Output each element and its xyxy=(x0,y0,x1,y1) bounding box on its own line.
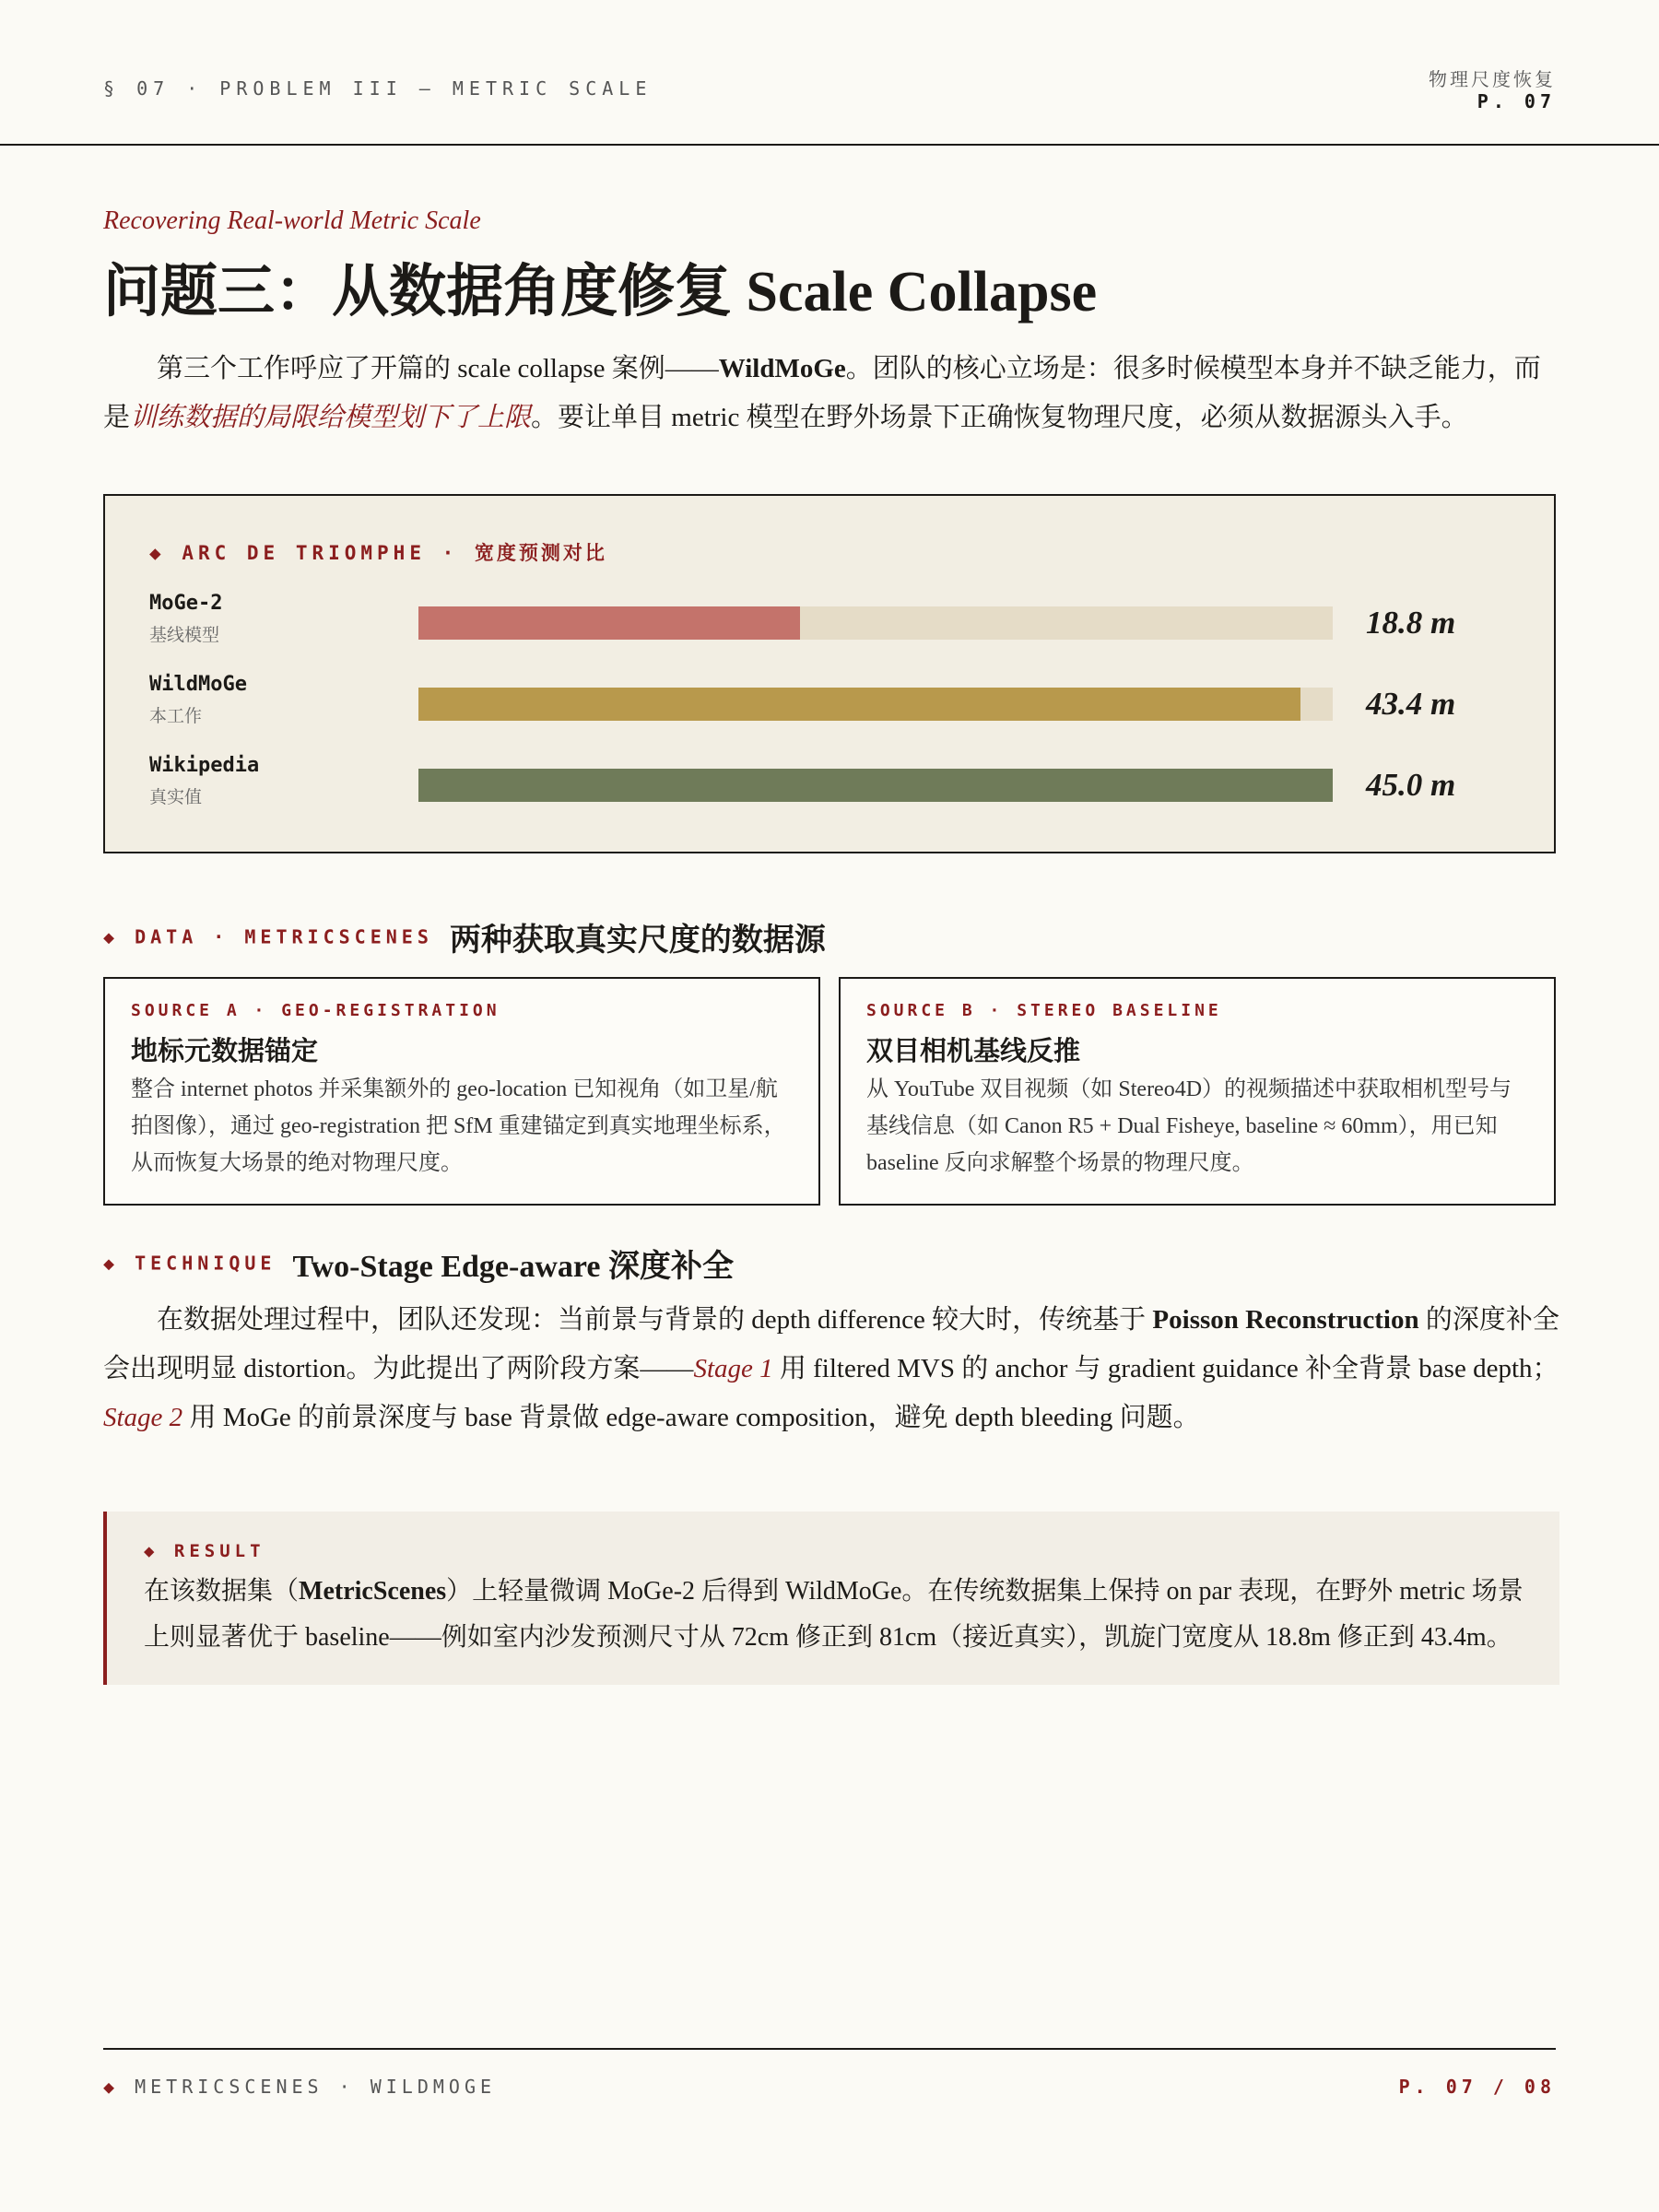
source-a-card xyxy=(103,977,820,1206)
comparison-label xyxy=(149,538,607,566)
bar-fill xyxy=(418,769,1333,802)
result-text-1: 在该数据集（ xyxy=(144,1577,300,1606)
comparison-card xyxy=(103,494,1556,853)
bar-sub: 本工作 xyxy=(149,706,203,726)
bar-track xyxy=(418,606,1333,640)
bar-value: 43.4 m xyxy=(1366,686,1456,722)
title-cn: 问题三：从数据角度修复 xyxy=(103,257,733,324)
bar-sub: 真实值 xyxy=(149,787,203,807)
technique-section-tag xyxy=(103,1253,276,1275)
bar-name: WildMoGe xyxy=(149,673,247,696)
diamond-icon: ◆ xyxy=(103,925,120,948)
page-header xyxy=(0,0,1659,146)
intro-text-1: 第三个工作呼应了开篇的 scale collapse 案例—— xyxy=(157,354,719,383)
technique-paragraph xyxy=(103,1296,1559,1442)
stage-1-label: Stage 1 xyxy=(693,1354,773,1383)
diamond-icon: ◆ xyxy=(103,1252,120,1275)
bar-name: MoGe-2 xyxy=(149,592,223,615)
comparison-label-cn: 宽度预测对比 xyxy=(474,542,607,564)
source-a-title: 地标元数据锚定 xyxy=(131,1035,319,1066)
bar-name: Wikipedia xyxy=(149,754,260,777)
result-text-2: ）上轻量微调 MoGe-2 后得到 WildMoGe。在传统数据集上保持 on par 表现，在野外 metric 场景上则显著优于 baseline——例如室内沙发预测尺寸从 72cm 修正到 81cm（接近真实），凯旋门宽度从 18.8m 修正到 43.4m。 xyxy=(144,1577,1524,1652)
technique-text-3: 用 filtered MVS 的 anchor 与 gradient guidance 补全背景 base depth； xyxy=(772,1354,1559,1383)
source-b-body: 从 YouTube 双目视频（如 Stereo4D）的视频描述中获取相机型号与基线信息（如 Canon R5 + Dual Fisheye, baseline ≈ 60mm），用已知 baseline 反向求解整个场景的物理尺度。 xyxy=(866,1077,1512,1175)
source-b-label: SOURCE B · STEREO BASELINE xyxy=(866,1001,1222,1020)
intro-text-3: 。要让单目 metric 模型在野外场景下正确恢复物理尺度，必须从数据源头入手。 xyxy=(531,403,1468,432)
technique-bold: Poisson Reconstruction xyxy=(1152,1305,1419,1335)
data-section-tag-text: DATA · METRICSCENES xyxy=(135,925,433,948)
data-section-tag xyxy=(103,926,433,948)
technique-text-2: 的深度补全会出现明显 distortion。为此提出了两阶段方案—— xyxy=(103,1305,1559,1383)
bar-fill xyxy=(418,688,1300,721)
footer-page-number: P. 07 / 08 xyxy=(1398,2076,1556,2098)
technique-section-tag-text: TECHNIQUE xyxy=(135,1252,276,1275)
source-b-card xyxy=(839,977,1556,1206)
stage-2-label: Stage 2 xyxy=(103,1403,183,1432)
bar-row-wildmoge xyxy=(149,673,1532,732)
intro-paragraph xyxy=(103,345,1559,442)
page-title xyxy=(103,245,1097,327)
bar-fill xyxy=(418,606,800,640)
bar-row-moge2 xyxy=(149,592,1532,651)
intro-bold: WildMoGe xyxy=(718,354,846,383)
footer-left xyxy=(103,2076,496,2098)
result-body xyxy=(144,1569,1526,1661)
technique-section-heading xyxy=(103,1241,734,1286)
result-label xyxy=(144,1541,265,1561)
bar-track xyxy=(418,688,1333,721)
diamond-icon: ◆ xyxy=(144,1541,159,1561)
bar-row-wikipedia xyxy=(149,754,1532,813)
result-callout xyxy=(103,1512,1559,1685)
technique-section-title: Two-Stage Edge-aware 深度补全 xyxy=(292,1250,734,1284)
footer-left-text: METRICSCENES · WILDMOGE xyxy=(135,2076,497,2098)
result-label-text: RESULT xyxy=(173,1541,265,1561)
source-a-label: SOURCE A · GEO-REGISTRATION xyxy=(131,1001,500,1020)
title-en: Scale Collapse xyxy=(732,261,1098,324)
bar-sub: 基线模型 xyxy=(149,625,220,645)
source-b-title: 双目相机基线反推 xyxy=(866,1035,1081,1066)
data-section-heading xyxy=(103,914,826,959)
source-a-body: 整合 internet photos 并采集额外的 geo-location 已知视角（如卫星/航拍图像），通过 geo-registration 把 SfM 重建锚定到真实地理坐标系，从而恢复大场景的绝对物理尺度。 xyxy=(131,1077,786,1175)
bar-track xyxy=(418,769,1333,802)
header-page-number: P. 07 xyxy=(1477,90,1556,112)
intro-emphasis: 训练数据的局限给模型划下了上限 xyxy=(130,403,532,432)
technique-text-4: 用 MoGe 的前景深度与 base 背景做 edge-aware composition，避免 depth bleeding 问题。 xyxy=(182,1403,1200,1432)
bar-value: 45.0 m xyxy=(1366,767,1456,803)
technique-text-1: 在数据处理过程中，团队还发现：当前景与背景的 depth difference 较大时，传统基于 xyxy=(157,1305,1153,1335)
diamond-icon: ◆ xyxy=(103,2076,120,2098)
footer-divider xyxy=(103,2048,1556,2050)
section-label: § 07 · PROBLEM III — METRIC SCALE xyxy=(103,77,653,100)
bar-value: 18.8 m xyxy=(1366,605,1456,641)
header-right xyxy=(1429,68,1556,112)
data-section-title: 两种获取真实尺度的数据源 xyxy=(449,922,826,959)
diamond-icon: ◆ xyxy=(149,542,166,564)
intro-text-2: 。团队的核心立场是：很多时候模型本身并不缺乏能力，而是 xyxy=(103,354,1541,432)
kicker: Recovering Real-world Metric Scale xyxy=(103,206,481,235)
result-bold: MetricScenes xyxy=(299,1577,447,1606)
comparison-label-en: ARC DE TRIOMPHE · xyxy=(182,542,459,564)
header-cn-title: 物理尺度恢复 xyxy=(1429,68,1556,90)
